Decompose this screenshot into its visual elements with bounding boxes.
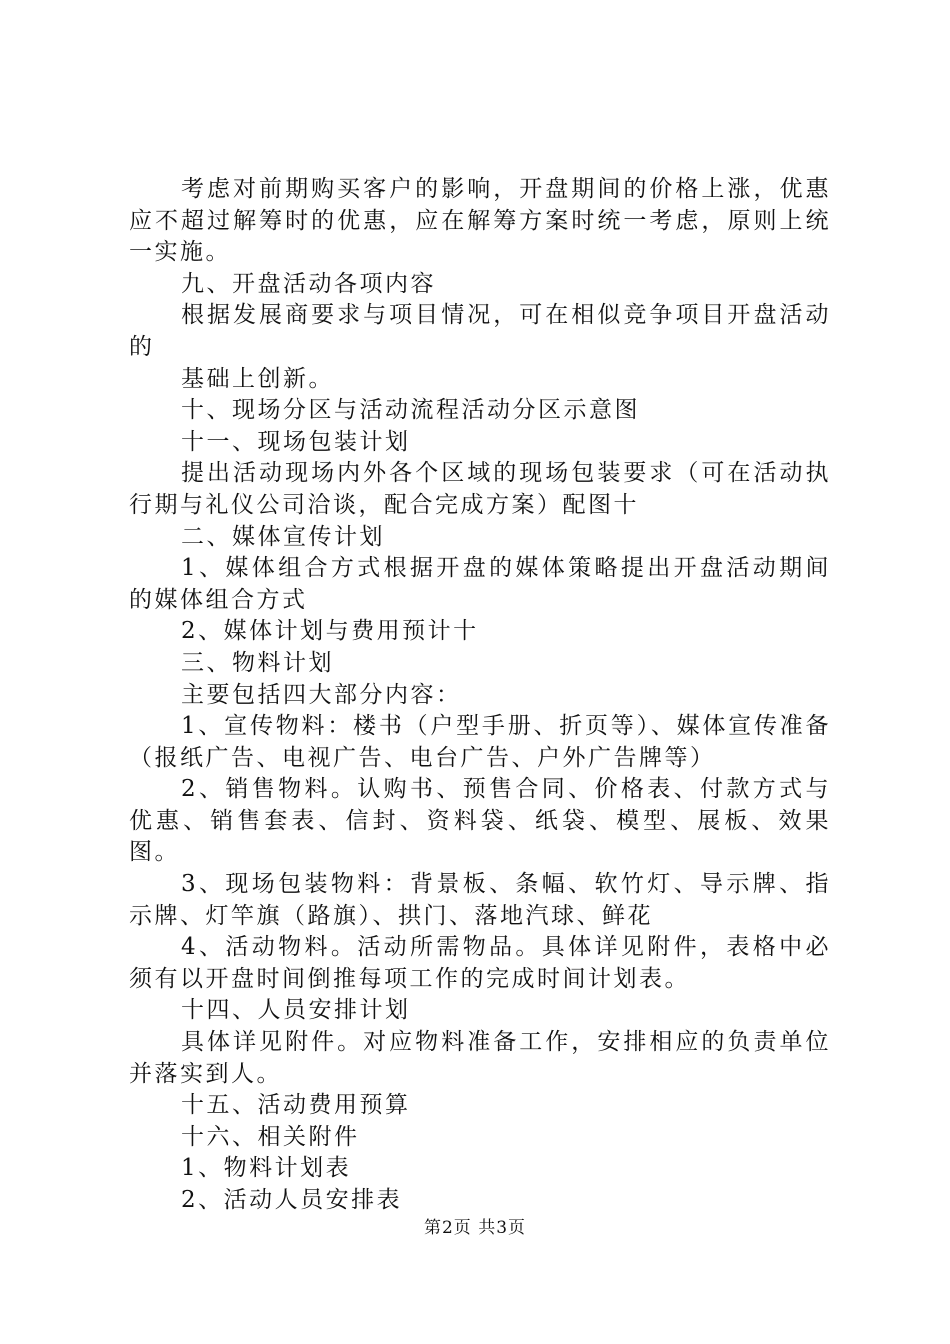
heading-site-zoning: 十、现场分区与活动流程活动分区示意图: [181, 397, 640, 424]
paragraph-packaging-requirements: 提出活动现场内外各个区域的现场包装要求（可在活动执行期与礼仪公司洽谈，配合完成方案）配图十: [129, 460, 831, 518]
page-number-footer: 第2页 共3页: [423, 1218, 527, 1238]
heading-attachments: 十六、相关附件: [181, 1123, 360, 1150]
paragraph-media-combination: 1、媒体组合方式根据开盘的媒体策略提出开盘活动期间的媒体组合方式: [129, 555, 831, 613]
document-body: [129, 174, 831, 1217]
paragraph-staffing-details: 具体详见附件。对应物料准备工作，安排相应的负责单位并落实到人。: [129, 1029, 831, 1087]
heading-materials-plan: 三、物料计划: [181, 649, 334, 676]
paragraph-activity-materials: 4、活动物料。活动所需物品。具体详见附件，表格中必须有以开盘时间倒推每项工作的完成时间计划表。: [129, 934, 831, 992]
list-item-staff-table: 2、活动人员安排表: [181, 1187, 403, 1213]
heading-opening-activities: 九、开盘活动各项内容: [181, 270, 436, 297]
paragraph-media-budget: 2、媒体计划与费用预计十: [181, 618, 479, 645]
heading-site-packaging: 十一、现场包装计划: [181, 428, 411, 455]
heading-budget: 十五、活动费用预算: [181, 1092, 411, 1119]
heading-staffing-plan: 十四、人员安排计划: [181, 997, 411, 1024]
paragraph-pricing-note: 考虑对前期购买客户的影响，开盘期间的价格上涨，优惠应不超过解筹时的优惠，应在解筹方案时统一考虑，原则上统一实施。: [129, 176, 831, 266]
paragraph-activities-basis: 根据发展商要求与项目情况，可在相似竞争项目开盘活动的: [129, 302, 831, 360]
list-item-materials-table: 1、物料计划表: [181, 1155, 352, 1182]
paragraph-materials-intro: 主要包括四大部分内容：: [181, 681, 462, 708]
paragraph-sales-materials: 2、销售物料。认购书、预售合同、价格表、付款方式与优惠、销售套表、信封、资料袋、纸袋、模型、展板、效果图。: [129, 776, 831, 866]
paragraph-site-materials: 3、现场包装物料：背景板、条幅、软竹灯、导示牌、指示牌、灯竿旗（路旗）、拱门、落地汽球、鲜花: [129, 871, 831, 929]
paragraph-promo-materials: 1、宣传物料：楼书（户型手册、折页等）、媒体宣传准备（报纸广告、电视广告、电台广告、户外广告牌等）: [129, 713, 831, 771]
paragraph-innovation: 基础上创新。: [181, 365, 334, 392]
heading-media-plan: 二、媒体宣传计划: [181, 523, 385, 550]
